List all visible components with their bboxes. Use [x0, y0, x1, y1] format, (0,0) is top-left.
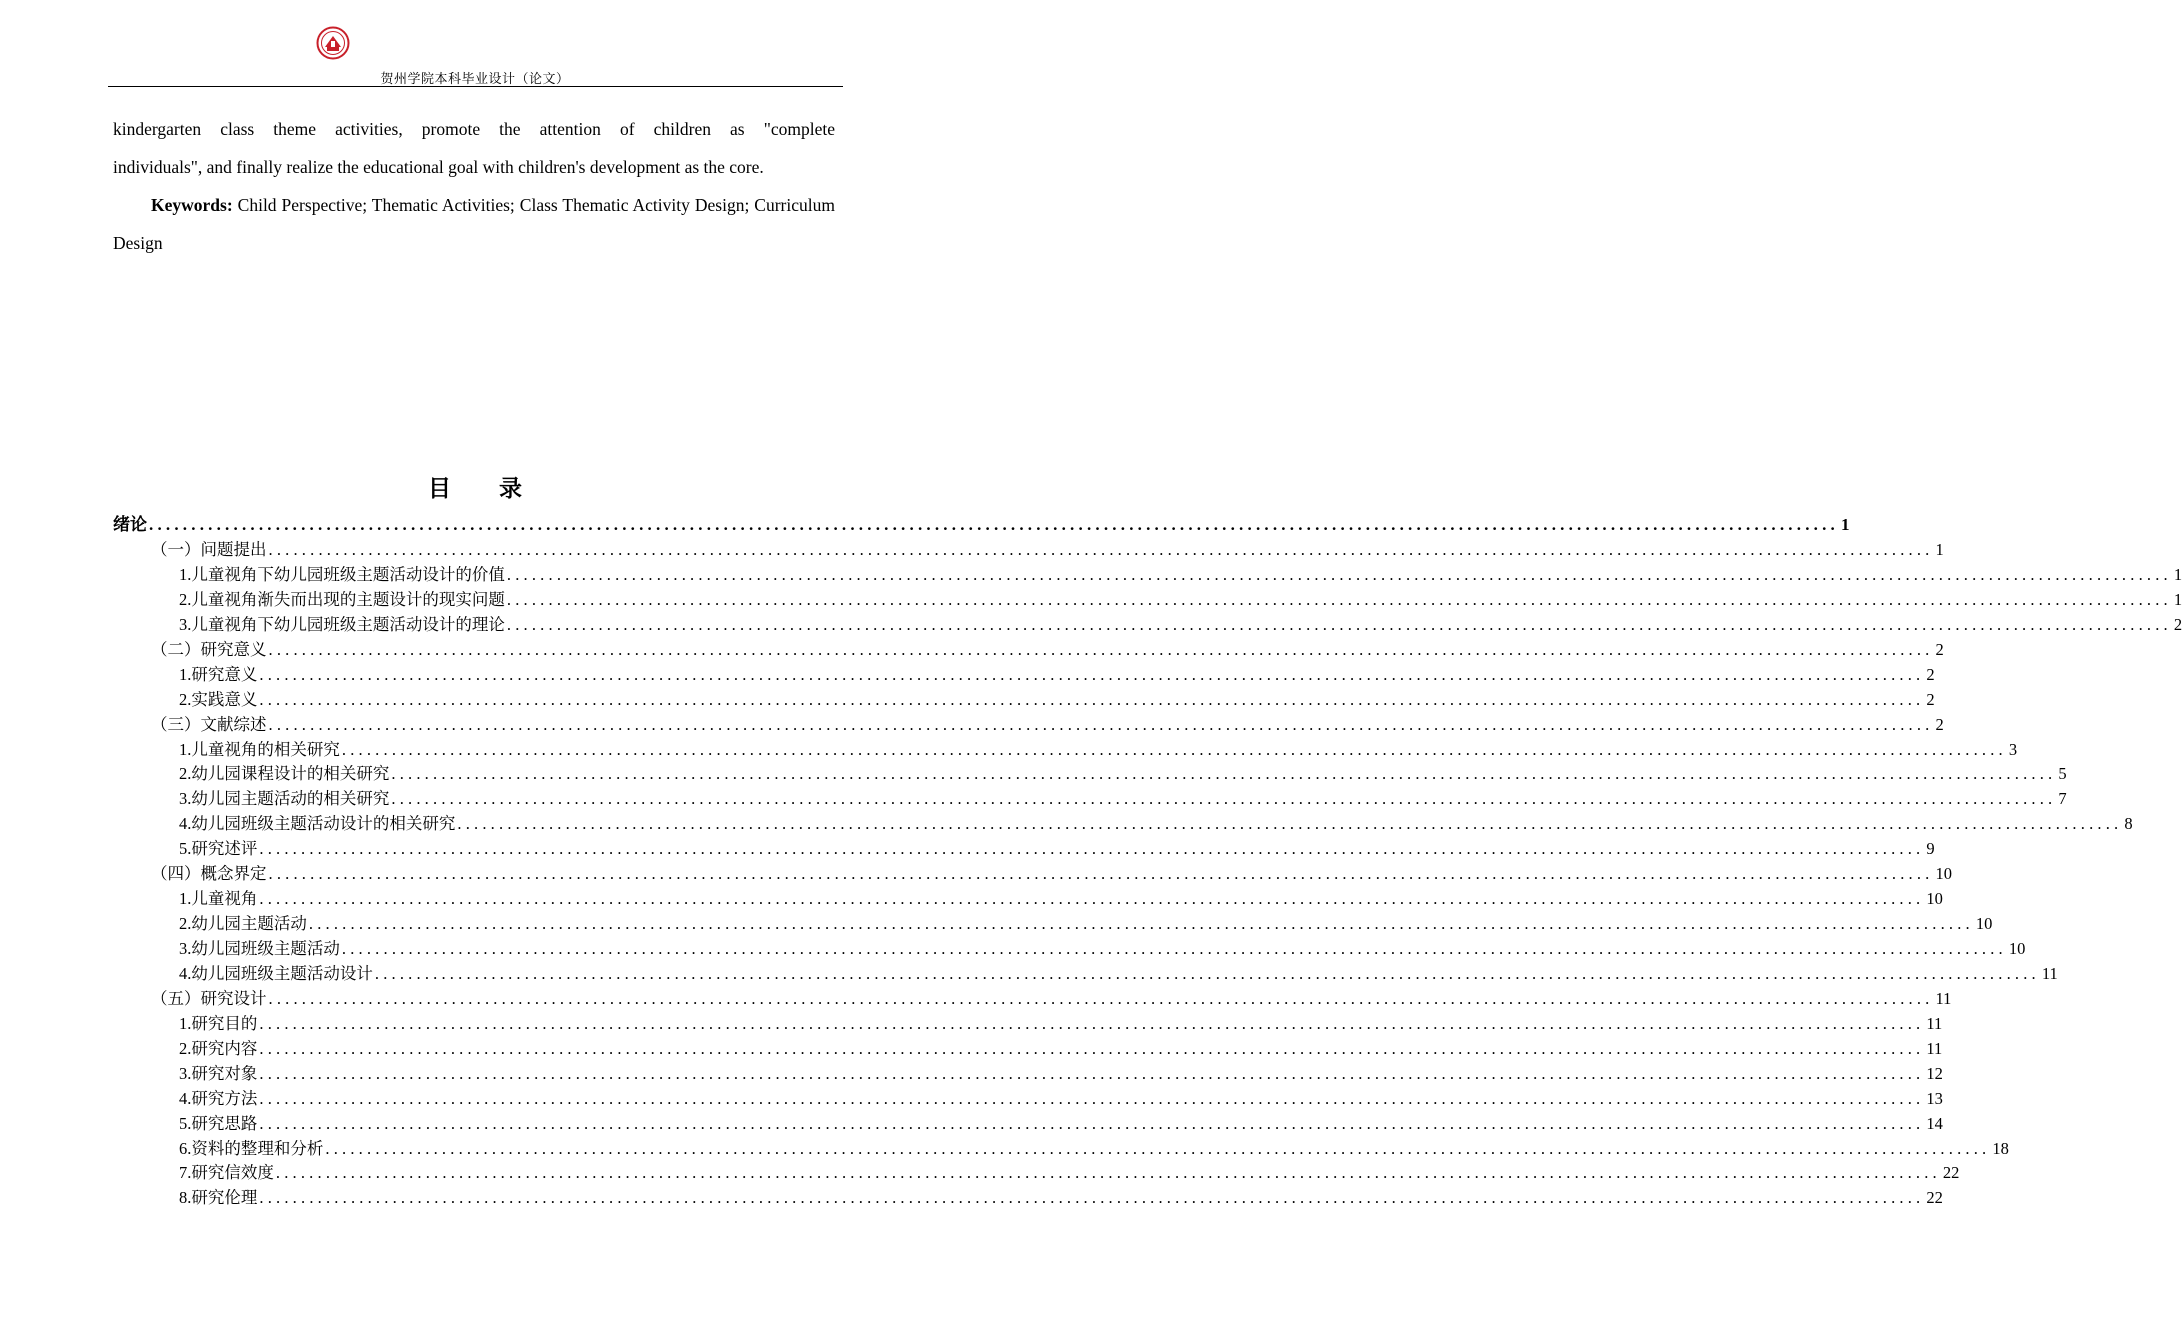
toc-entry[interactable]	[113, 1037, 1943, 1062]
toc-entry-page: 10	[1926, 889, 1943, 909]
toc-entry[interactable]	[113, 862, 1952, 887]
abstract-line-1: kindergarten class theme activities, promote the attention of children as "complete	[113, 119, 835, 139]
toc-entry[interactable]	[113, 512, 1850, 538]
toc-leader-dots: ........................................................................................................................................................................................................	[341, 939, 2007, 958]
toc-entry-page: 22	[1926, 1188, 1943, 1208]
toc-entry[interactable]	[113, 887, 1943, 912]
toc-entry[interactable]	[113, 1186, 1943, 1211]
toc-leader-dots: ........................................................................................................................................................................................................	[259, 1013, 1925, 1033]
toc-entry-label: 4.幼儿园班级主题活动设计的相关研究	[179, 814, 456, 834]
toc-leader-dots: ........................................................................................................................................................................................................	[308, 914, 1974, 934]
toc-entry[interactable]	[113, 912, 1993, 937]
toc-entry-label: 绪论	[113, 515, 147, 534]
toc-entry-page: 10	[2008, 939, 2026, 958]
toc-entry[interactable]	[113, 1161, 1960, 1186]
toc-entry-label: （三）文献综述	[151, 714, 267, 734]
toc-entry-page: 1	[2173, 564, 2182, 584]
toc-entry[interactable]	[113, 613, 2182, 638]
toc-entry-label: 7.研究信效度	[179, 1163, 274, 1183]
toc-leader-dots: ........................................................................................................................................................................................................	[506, 614, 2172, 634]
toc-leader-dots: ........................................................................................................................................................................................................	[391, 764, 2057, 784]
toc-leader-dots: ........................................................................................................................................................................................................	[506, 564, 2172, 584]
toc-entry-page: 12	[1926, 1063, 1943, 1083]
keywords-paragraph	[113, 186, 835, 262]
toc-entry[interactable]	[113, 738, 2018, 763]
header-divider	[108, 86, 843, 87]
toc-entry-page: 18	[1992, 1138, 2009, 1158]
toc-entry[interactable]	[113, 563, 2182, 588]
toc-leader-dots: ........................................................................................................................................................................................................	[259, 689, 1925, 709]
toc-entry[interactable]	[113, 762, 2067, 787]
toc-leader-dots: ........................................................................................................................................................................................................	[391, 789, 2057, 809]
toc-entry[interactable]	[113, 1087, 1943, 1112]
toc-entry[interactable]	[113, 1112, 1943, 1137]
toc-leader-dots: ........................................................................................................................................................................................................	[259, 1088, 1925, 1108]
toc-entry-label: 1.儿童视角的相关研究	[179, 739, 340, 759]
toc-leader-dots: ........................................................................................................................................................................................................	[259, 839, 1925, 859]
toc-leader-dots: ........................................................................................................................................................................................................	[149, 515, 1839, 534]
toc-entry[interactable]	[113, 937, 2026, 962]
toc-entry[interactable]	[113, 787, 2067, 812]
toc-leader-dots: ........................................................................................................................................................................................................	[259, 664, 1925, 684]
toc-leader-dots: ........................................................................................................................................................................................................	[259, 1038, 1925, 1058]
toc-entry-page: 2	[2173, 614, 2182, 634]
toc-entry-page: 1	[1935, 540, 1944, 559]
toc-leader-dots: ........................................................................................................................................................................................................	[259, 1113, 1925, 1133]
toc-leader-dots: ........................................................................................................................................................................................................	[268, 714, 1934, 734]
toc-title: 目 录	[427, 476, 542, 502]
toc-entry[interactable]	[113, 538, 1944, 563]
toc-entry-label: （一）问题提出	[151, 540, 267, 559]
toc-entry-page: 3	[2008, 739, 2018, 759]
toc-entry-page: 8	[2124, 814, 2133, 834]
abstract-line-2: individuals", and finally realize the educational goal with children's development as the core.	[113, 157, 764, 177]
toc-entry[interactable]	[113, 1012, 1943, 1037]
toc-leader-dots: ........................................................................................................................................................................................................	[325, 1138, 1991, 1158]
toc-entry-label: 2.实践意义	[179, 689, 258, 709]
toc-entry-label: 1.研究意义	[179, 664, 258, 684]
toc-entry-label: 1.儿童视角下幼儿园班级主题活动设计的价值	[179, 564, 505, 584]
toc-entry-label: 4.研究方法	[179, 1088, 258, 1108]
toc-entry-page: 10	[1975, 914, 1993, 934]
toc-entry-label: 6.资料的整理和分析	[179, 1138, 324, 1158]
toc-entry-page: 2	[1935, 639, 1944, 659]
toc-entry-page: 2	[1935, 714, 1944, 734]
toc-entry[interactable]	[113, 812, 2133, 837]
toc-leader-dots: ........................................................................................................................................................................................................	[259, 1063, 1925, 1083]
toc-entry-page: 11	[1926, 1038, 1943, 1058]
table-of-contents	[113, 512, 2182, 1211]
keywords-text: Child Perspective; Thematic Activities; Class Thematic Activity Design; Curriculum Design	[113, 195, 835, 253]
keywords-label: Keywords:	[151, 195, 233, 215]
toc-entry-page: 11	[1935, 988, 1952, 1008]
toc-entry[interactable]	[113, 713, 1944, 738]
running-header-title: 贺州学院本科毕业设计（论文）	[380, 72, 570, 87]
toc-entry-label: （四）概念界定	[151, 864, 267, 884]
toc-leader-dots: ........................................................................................................................................................................................................	[457, 814, 2123, 834]
toc-entry[interactable]	[113, 588, 2182, 613]
toc-entry-label: 4.幼儿园班级主题活动设计	[179, 963, 373, 983]
toc-entry[interactable]	[113, 638, 1944, 663]
abstract-continuation	[113, 110, 835, 262]
toc-entry-label: 1.研究目的	[179, 1013, 258, 1033]
toc-entry[interactable]	[113, 837, 1935, 862]
toc-entry-page: 2	[1926, 689, 1935, 709]
toc-entry-page: 2	[1926, 664, 1935, 684]
toc-entry-page: 9	[1926, 839, 1935, 859]
toc-entry[interactable]	[113, 962, 2058, 987]
toc-entry-page: 1	[1841, 515, 1850, 534]
toc-leader-dots: ........................................................................................................................................................................................................	[268, 988, 1934, 1008]
toc-entry-label: 3.研究对象	[179, 1063, 258, 1083]
toc-entry[interactable]	[113, 663, 1935, 688]
toc-entry[interactable]	[113, 987, 1952, 1012]
toc-entry-label: 5.研究思路	[179, 1113, 258, 1133]
toc-entry-label: 5.研究述评	[179, 839, 258, 859]
toc-leader-dots: ........................................................................................................................................................................................................	[268, 540, 1934, 559]
toc-entry-label: 2.儿童视角渐失而出现的主题设计的现实问题	[179, 589, 505, 609]
toc-entry-label: （五）研究设计	[151, 988, 267, 1008]
toc-entry-page: 13	[1926, 1088, 1943, 1108]
toc-leader-dots: ........................................................................................................................................................................................................	[268, 864, 1934, 884]
toc-leader-dots: ........................................................................................................................................................................................................	[341, 739, 2007, 759]
toc-leader-dots: ........................................................................................................................................................................................................	[259, 889, 1925, 909]
toc-entry-page: 11	[1926, 1013, 1943, 1033]
toc-leader-dots: ........................................................................................................................................................................................................	[374, 963, 2040, 983]
toc-entry-label: 3.幼儿园班级主题活动	[179, 939, 340, 958]
toc-entry-page: 1	[2173, 589, 2182, 609]
toc-entry-label: 2.幼儿园主题活动	[179, 914, 307, 934]
toc-leader-dots: ........................................................................................................................................................................................................	[275, 1163, 1941, 1183]
toc-leader-dots: ........................................................................................................................................................................................................	[506, 589, 2172, 609]
toc-entry[interactable]	[113, 1137, 2009, 1162]
toc-entry-label: 2.幼儿园课程设计的相关研究	[179, 764, 390, 784]
toc-entry-page: 22	[1942, 1163, 1960, 1183]
toc-entry-page: 14	[1926, 1113, 1943, 1133]
toc-leader-dots: ........................................................................................................................................................................................................	[259, 1188, 1925, 1208]
toc-entry-label: （二）研究意义	[151, 639, 267, 659]
toc-entry[interactable]	[113, 1062, 1943, 1087]
toc-entry-page: 7	[2058, 789, 2067, 809]
toc-entry-label: 3.儿童视角下幼儿园班级主题活动设计的理论	[179, 614, 505, 634]
toc-entry-label: 1.儿童视角	[179, 889, 258, 909]
toc-leader-dots: ........................................................................................................................................................................................................	[268, 639, 1934, 659]
toc-entry-label: 3.幼儿园主题活动的相关研究	[179, 789, 390, 809]
university-seal-icon	[316, 26, 350, 60]
toc-entry[interactable]	[113, 688, 1935, 713]
toc-entry-page: 5	[2058, 764, 2067, 784]
toc-entry-label: 2.研究内容	[179, 1038, 258, 1058]
toc-entry-label: 8.研究伦理	[179, 1188, 258, 1208]
toc-entry-page: 11	[2041, 963, 2058, 983]
toc-entry-page: 10	[1935, 864, 1952, 884]
